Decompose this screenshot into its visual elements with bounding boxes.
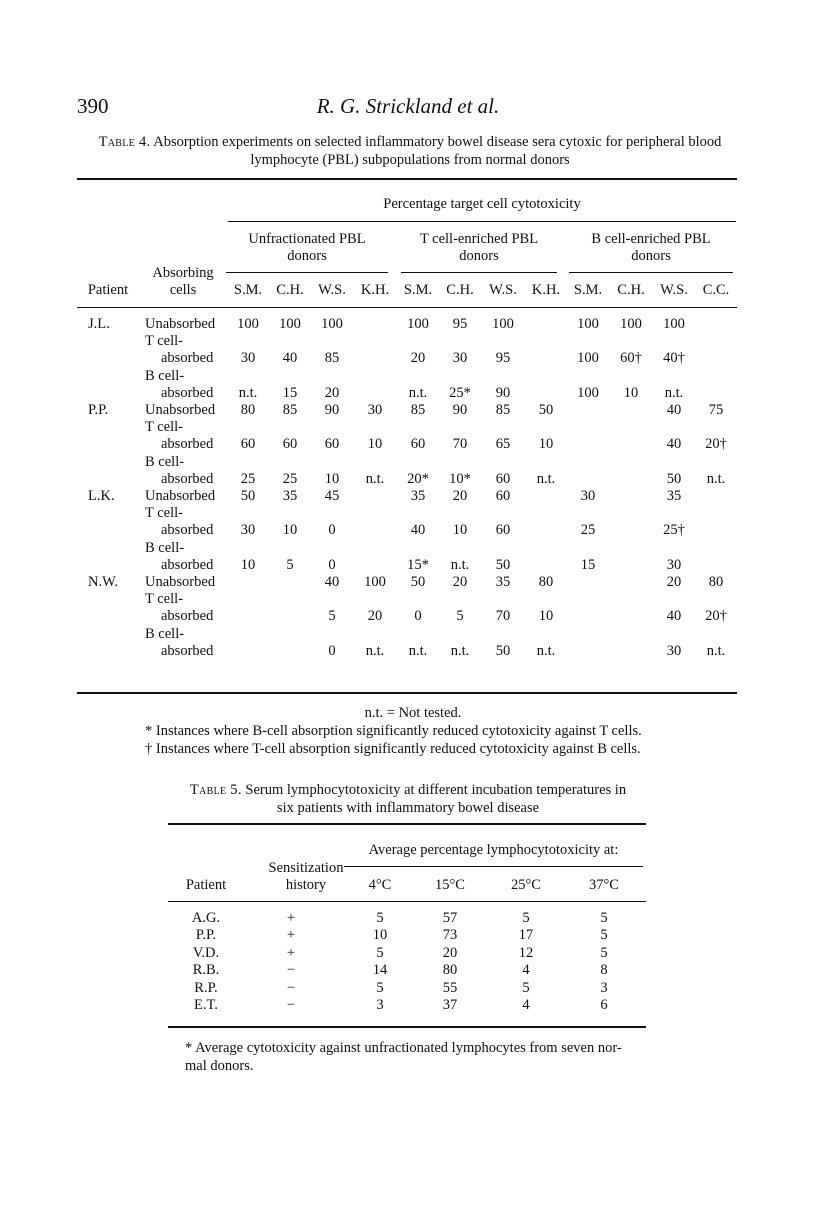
table4-note-nt: n.t. = Not tested. xyxy=(364,705,462,721)
value-cell: 4 xyxy=(522,962,530,979)
value-cell: 60 xyxy=(324,436,340,453)
table5-bottom-rule xyxy=(168,1026,646,1028)
value-cell: 10 xyxy=(372,927,388,944)
value-cell: 80 xyxy=(240,402,256,418)
value-cell: 40 xyxy=(324,574,340,590)
value-cell: 14 xyxy=(372,962,388,979)
value-cell: 6 xyxy=(600,997,608,1013)
group-line2: donors xyxy=(459,248,499,264)
history-cell: − xyxy=(286,997,296,1013)
history-line2: history xyxy=(285,877,327,893)
absorbing-cells-cell: T cell- xyxy=(145,419,183,436)
value-cell: 60 xyxy=(495,470,511,487)
table-row xyxy=(77,316,737,333)
table4-note-dagger: † Instances where T-cell absorption significantly reduced cytotoxicity against B cells. xyxy=(145,741,641,757)
value-cell: 30 xyxy=(240,522,256,539)
value-cell: 60† xyxy=(620,350,642,367)
value-cell: 30 xyxy=(367,402,383,418)
value-cell: 65 xyxy=(495,436,511,453)
history-cell: − xyxy=(286,979,296,996)
value-cell: 10 xyxy=(240,556,256,573)
table4-absorbing-header xyxy=(138,265,228,299)
absorbing-cells-cell: B cell- xyxy=(145,625,185,642)
table-row xyxy=(77,402,737,419)
value-cell: 60 xyxy=(495,522,511,539)
table-row xyxy=(77,608,737,625)
value-cell: 20 xyxy=(410,350,426,367)
value-cell: 10 xyxy=(538,608,554,625)
group-line1: T cell-enriched PBL xyxy=(419,231,539,247)
table-row xyxy=(77,643,737,660)
table-row xyxy=(77,350,737,367)
history-cell: + xyxy=(286,927,296,944)
table-row xyxy=(77,436,737,453)
table4-group-rule-3 xyxy=(569,272,733,273)
table-row xyxy=(77,522,737,539)
value-cell: 73 xyxy=(442,927,458,944)
table-row xyxy=(77,488,737,505)
value-cell: 80 xyxy=(442,962,458,979)
value-cell: 60 xyxy=(240,436,256,453)
patient-cell: R.B. xyxy=(192,962,220,979)
table-row xyxy=(77,591,737,608)
absorbing-cells-cell: absorbed xyxy=(161,608,214,625)
value-cell: 100 xyxy=(577,316,599,332)
absorbing-cells-cell: T cell- xyxy=(145,333,183,350)
value-cell: 50 xyxy=(495,642,511,659)
donor-header: K.H. xyxy=(360,282,390,298)
absorbing-cells-cell: B cell- xyxy=(145,367,185,384)
value-cell: 10 xyxy=(452,522,468,539)
value-cell: n.t. xyxy=(365,470,385,487)
value-cell: 20 xyxy=(324,384,340,401)
patient-cell: L.K. xyxy=(88,488,115,504)
temp-header: 15°C xyxy=(435,877,465,893)
table4-patient-header: Patient xyxy=(87,282,129,298)
value-cell: 0 xyxy=(414,608,422,625)
value-cell: 57 xyxy=(442,910,458,926)
table4-label: Table 4. xyxy=(98,134,151,150)
value-cell: 40 xyxy=(666,402,682,418)
table-row xyxy=(77,626,737,643)
value-cell: 95 xyxy=(452,316,468,332)
donor-header: S.M. xyxy=(403,282,433,298)
temp-header: 25°C xyxy=(511,877,541,893)
value-cell: 10 xyxy=(282,522,298,539)
value-cell: 15 xyxy=(282,384,298,401)
value-cell: 85 xyxy=(410,402,426,418)
value-cell: n.t. xyxy=(706,470,726,487)
table-row xyxy=(168,962,646,979)
value-cell: 15* xyxy=(407,556,429,573)
value-cell: 80 xyxy=(538,574,554,590)
patient-cell: E.T. xyxy=(194,997,218,1013)
value-cell: 85 xyxy=(324,350,340,367)
absorbing-line2: cells xyxy=(169,282,197,298)
history-cell: − xyxy=(286,962,296,979)
value-cell: 10 xyxy=(623,384,639,401)
table-row xyxy=(77,557,737,574)
value-cell: 0 xyxy=(328,522,336,539)
group-line1: B cell-enriched PBL xyxy=(591,231,711,247)
table-row xyxy=(168,980,646,997)
value-cell: n.t. xyxy=(664,384,684,401)
value-cell: 5 xyxy=(600,927,608,944)
value-cell: 35 xyxy=(495,574,511,590)
absorbing-cells-cell: absorbed xyxy=(161,384,214,401)
value-cell: 95 xyxy=(495,350,511,367)
value-cell: 40 xyxy=(282,350,298,367)
value-cell: 30 xyxy=(666,642,682,659)
value-cell: 50 xyxy=(495,556,511,573)
table-row xyxy=(77,505,737,522)
absorbing-cells-cell: Unabsorbed xyxy=(145,316,216,332)
value-cell: 50 xyxy=(410,574,426,590)
patient-cell: V.D. xyxy=(192,944,220,961)
table-row xyxy=(168,997,646,1014)
value-cell: 30 xyxy=(580,488,596,504)
value-cell: 45 xyxy=(324,488,340,504)
value-cell: 75 xyxy=(708,402,724,418)
absorbing-cells-cell: Unabsorbed xyxy=(145,574,216,590)
table5-spanner: Average percentage lymphocytotoxicity at: xyxy=(368,842,619,858)
value-cell: 80 xyxy=(708,574,724,590)
donor-header: C.C. xyxy=(702,282,730,298)
value-cell: 90 xyxy=(452,402,468,418)
value-cell: 90 xyxy=(495,384,511,401)
table4-group-rule-1 xyxy=(226,272,388,273)
history-line1: Sensitization xyxy=(268,860,344,876)
value-cell: 85 xyxy=(495,402,511,418)
value-cell: 5 xyxy=(376,910,384,926)
value-cell: 100 xyxy=(577,384,599,401)
value-cell: n.t. xyxy=(536,470,556,487)
donor-header: W.S. xyxy=(660,282,688,298)
value-cell: 85 xyxy=(282,402,298,418)
page-number: 390 xyxy=(77,94,109,118)
value-cell: 55 xyxy=(442,979,458,996)
value-cell: 5 xyxy=(600,944,608,961)
temp-header: 37°C xyxy=(589,877,619,893)
value-cell: 30 xyxy=(452,350,468,367)
table5-label: Table 5. xyxy=(189,782,242,798)
table-row xyxy=(77,333,737,350)
table4-bottom-rule xyxy=(77,692,737,694)
table-row xyxy=(77,540,737,557)
table5-caption-line2: six patients with inflammatory bowel disease xyxy=(276,800,540,816)
table-row xyxy=(77,471,737,488)
absorbing-cells-cell: absorbed xyxy=(161,642,214,659)
donor-header: C.H. xyxy=(617,282,645,298)
absorbing-cells-cell: T cell- xyxy=(145,591,183,608)
value-cell: 20 xyxy=(452,488,468,504)
table5-spanner-rule xyxy=(344,866,643,867)
value-cell: 70 xyxy=(452,436,468,453)
table4-caption-line1: Absorption experiments on selected inflammatory bowel disease sera cytoxic for peripheral blood xyxy=(150,134,722,150)
temp-header: 4°C xyxy=(368,877,392,893)
value-cell: 100 xyxy=(620,316,642,332)
table4-spanner-rule xyxy=(228,221,736,222)
absorbing-cells-cell: absorbed xyxy=(161,470,214,487)
value-cell: 35 xyxy=(410,488,426,504)
table4-note-asterisk: * Instances where B-cell absorption significantly reduced cytotoxicity against T cells. xyxy=(145,723,642,739)
table5-footnote xyxy=(185,1039,665,1075)
group-line2: donors xyxy=(287,248,327,264)
absorbing-cells-cell: Unabsorbed xyxy=(145,488,216,504)
patient-cell: P.P. xyxy=(88,402,109,418)
table5-footnote-line2: mal donors. xyxy=(185,1058,254,1074)
value-cell: 25 xyxy=(282,470,298,487)
table4-caption-line2: lymphocyte (PBL) subpopulations from normal donors xyxy=(250,152,570,168)
table4-group-rule-2 xyxy=(401,272,557,273)
donor-header: C.H. xyxy=(446,282,474,298)
value-cell: 17 xyxy=(518,927,534,944)
value-cell: n.t. xyxy=(706,642,726,659)
group-line1: Unfractionated PBL xyxy=(248,231,366,247)
patient-cell: J.L. xyxy=(88,316,110,332)
value-cell: 5 xyxy=(522,979,530,996)
group-line2: donors xyxy=(631,248,671,264)
value-cell: 100 xyxy=(237,316,259,332)
history-cell: + xyxy=(286,944,296,961)
value-cell: 20 xyxy=(442,944,458,961)
table5-caption-line1: Serum lymphocytotoxicity at different incubation temperatures in xyxy=(241,782,627,798)
value-cell: 30 xyxy=(666,556,682,573)
table-row xyxy=(77,368,737,385)
table5-patient-header: Patient xyxy=(185,877,227,893)
value-cell: 0 xyxy=(328,642,336,659)
donor-header: C.H. xyxy=(276,282,304,298)
table-row xyxy=(77,454,737,471)
table-row xyxy=(168,945,646,962)
table5-caption xyxy=(150,781,666,817)
absorbing-cells-cell: B cell- xyxy=(145,539,185,556)
value-cell: 12 xyxy=(518,944,534,961)
value-cell: n.t. xyxy=(238,384,258,401)
patient-cell: R.P. xyxy=(194,979,218,996)
value-cell: 10* xyxy=(449,470,471,487)
value-cell: 5 xyxy=(376,944,384,961)
history-cell: + xyxy=(286,910,296,926)
table4-group-header xyxy=(401,231,557,265)
value-cell: 5 xyxy=(328,608,336,625)
value-cell: 70 xyxy=(495,608,511,625)
table-row xyxy=(77,419,737,436)
table-row xyxy=(77,385,737,402)
value-cell: 5 xyxy=(286,556,294,573)
value-cell: 60 xyxy=(410,436,426,453)
table-row xyxy=(168,910,646,927)
value-cell: n.t. xyxy=(536,642,556,659)
donor-header: K.H. xyxy=(531,282,561,298)
table4-caption xyxy=(60,133,760,169)
value-cell: 40† xyxy=(663,350,685,367)
table5-footnote-line1: * Average cytotoxicity against unfractionated lymphocytes from seven nor- xyxy=(185,1040,622,1056)
value-cell: 20* xyxy=(407,470,429,487)
value-cell: n.t. xyxy=(408,642,428,659)
patient-cell: N.W. xyxy=(88,574,119,590)
value-cell: 25* xyxy=(449,384,471,401)
value-cell: 100 xyxy=(577,350,599,367)
absorbing-cells-cell: B cell- xyxy=(145,453,185,470)
absorbing-cells-cell: absorbed xyxy=(161,522,214,539)
value-cell: 60 xyxy=(282,436,298,453)
value-cell: 60 xyxy=(495,488,511,504)
value-cell: n.t. xyxy=(365,642,385,659)
value-cell: 10 xyxy=(538,436,554,453)
value-cell: 100 xyxy=(279,316,301,332)
value-cell: 8 xyxy=(600,962,608,979)
table4-spanner: Percentage target cell cytotoxicity xyxy=(383,196,581,212)
table-row xyxy=(77,574,737,591)
value-cell: 90 xyxy=(324,402,340,418)
patient-cell: A.G. xyxy=(191,910,221,926)
absorbing-line1: Absorbing xyxy=(152,265,214,281)
value-cell: 20† xyxy=(705,608,727,625)
value-cell: 100 xyxy=(663,316,685,332)
value-cell: n.t. xyxy=(450,556,470,573)
value-cell: 4 xyxy=(522,997,530,1013)
donor-header: W.S. xyxy=(489,282,517,298)
value-cell: 35 xyxy=(666,488,682,504)
value-cell: 50 xyxy=(538,402,554,418)
value-cell: 40 xyxy=(410,522,426,539)
value-cell: 100 xyxy=(492,316,514,332)
absorbing-cells-cell: absorbed xyxy=(161,436,214,453)
value-cell: 20† xyxy=(705,436,727,453)
value-cell: 50 xyxy=(240,488,256,504)
absorbing-cells-cell: T cell- xyxy=(145,505,183,522)
value-cell: 3 xyxy=(376,997,384,1013)
value-cell: n.t. xyxy=(450,642,470,659)
absorbing-cells-cell: absorbed xyxy=(161,556,214,573)
donor-header: W.S. xyxy=(318,282,346,298)
value-cell: 50 xyxy=(666,470,682,487)
table4-head-rule xyxy=(77,307,737,308)
value-cell: 10 xyxy=(367,436,383,453)
running-head: R. G. Strickland et al. xyxy=(316,94,500,118)
absorbing-cells-cell: Unabsorbed xyxy=(145,402,216,418)
table4-group-header xyxy=(569,231,733,265)
table4-notes xyxy=(0,704,816,757)
value-cell: 25 xyxy=(580,522,596,539)
value-cell: 100 xyxy=(407,316,429,332)
value-cell: 20 xyxy=(452,574,468,590)
value-cell: 3 xyxy=(600,979,608,996)
value-cell: 0 xyxy=(328,556,336,573)
value-cell: 35 xyxy=(282,488,298,504)
donor-header: S.M. xyxy=(233,282,263,298)
value-cell: 25 xyxy=(240,470,256,487)
value-cell: 100 xyxy=(321,316,343,332)
value-cell: 100 xyxy=(364,574,386,590)
value-cell: 15 xyxy=(580,556,596,573)
table4-top-rule xyxy=(77,178,737,180)
value-cell: 10 xyxy=(324,470,340,487)
value-cell: 40 xyxy=(666,436,682,453)
value-cell: 25† xyxy=(663,522,685,539)
value-cell: 20 xyxy=(367,608,383,625)
value-cell: 20 xyxy=(666,574,682,590)
value-cell: 37 xyxy=(442,997,458,1013)
value-cell: 40 xyxy=(666,608,682,625)
value-cell: 5 xyxy=(456,608,464,625)
value-cell: 30 xyxy=(240,350,256,367)
table-row xyxy=(168,927,646,944)
table4-group-header xyxy=(226,231,388,265)
donor-header: S.M. xyxy=(573,282,603,298)
value-cell: n.t. xyxy=(408,384,428,401)
value-cell: 5 xyxy=(376,979,384,996)
table5-top-rule xyxy=(168,823,646,825)
value-cell: 5 xyxy=(522,910,530,926)
patient-cell: P.P. xyxy=(195,927,217,944)
table5-head-rule xyxy=(168,901,646,902)
value-cell: 5 xyxy=(600,910,608,926)
absorbing-cells-cell: absorbed xyxy=(161,350,214,367)
